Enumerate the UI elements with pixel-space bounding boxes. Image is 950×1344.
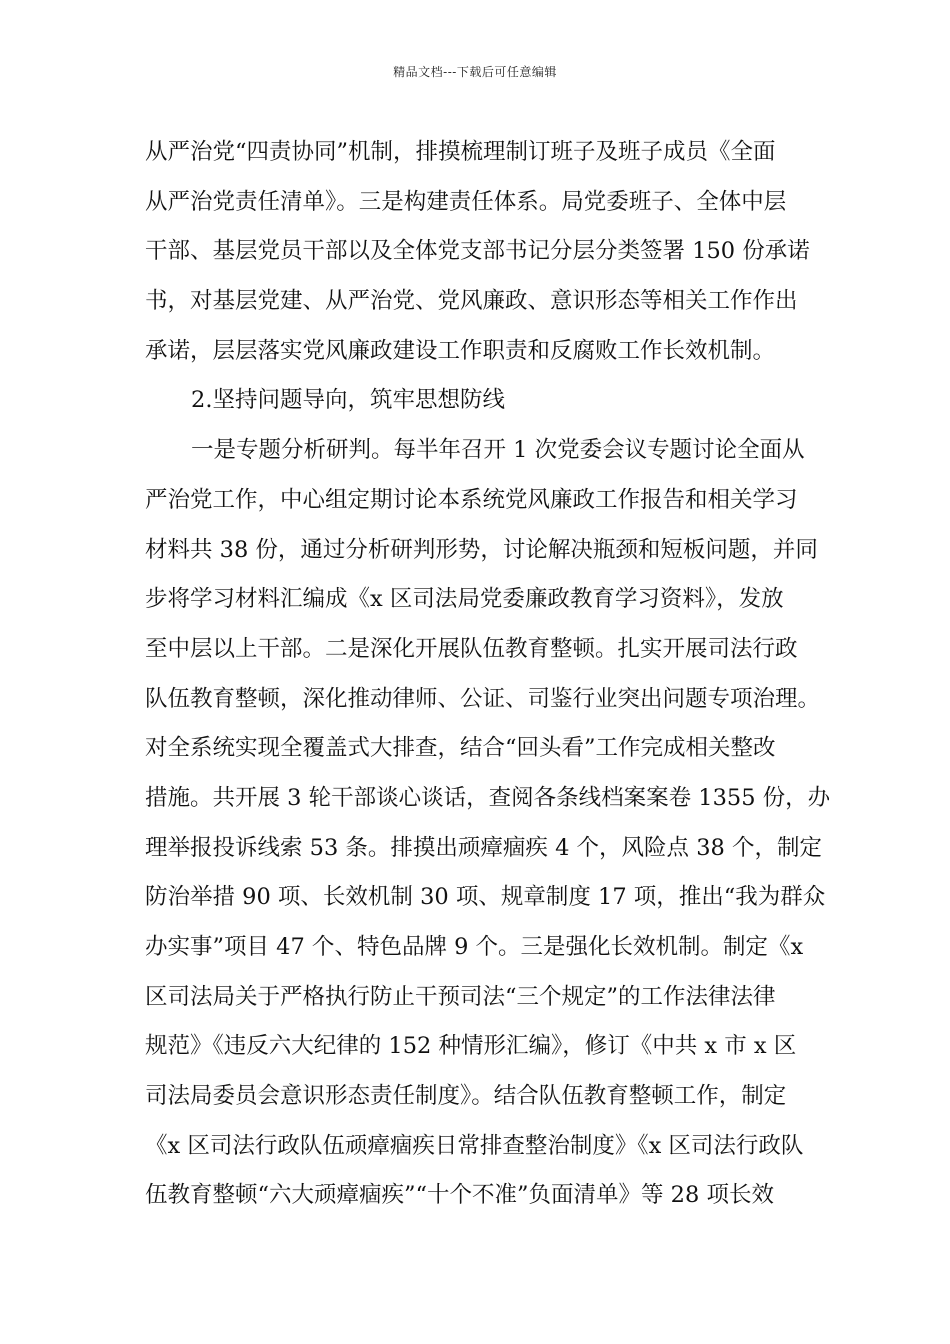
page-header: 精品文档---下载后可任意编辑 — [393, 65, 557, 79]
body-line: 材料共 38 份，通过分析研判形势，讨论解决瓶颈和短板问题，并同 — [145, 536, 818, 563]
body-line: 一是专题分析研判。每半年召开 1 次党委会议专题讨论全面从 — [191, 437, 805, 464]
body-line: 至中层以上干部。二是深化开展队伍教育整顿。扎实开展司法行政 — [145, 635, 798, 662]
body-line: 区司法局关于严格执行防止干预司法“三个规定”的工作法律法律 — [145, 983, 776, 1010]
body-line: 《x 区司法行政队伍顽瘴痼疾日常排查整治制度》《x 区司法行政队 — [145, 1132, 804, 1159]
body-line: 严治党工作，中心组定期讨论本系统党风廉政工作报告和相关学习 — [145, 486, 798, 513]
body-line: 从严治党责任清单》。三是构建责任体系。局党委班子、全体中层 — [145, 188, 787, 215]
body-line: 从严治党“四责协同”机制，排摸梳理制订班子及班子成员《全面 — [145, 139, 776, 165]
body-line: 伍教育整顿“六大顽瘴痼疾”“十个不准”负面清单》等 28 项长效 — [145, 1182, 774, 1209]
body-line: 措施。共开展 3 轮干部谈心谈话，查阅各条线档案案卷 1355 份，办 — [145, 784, 831, 811]
body-line: 理举报投诉线索 53 条。排摸出顽瘴痼疾 4 个，风险点 38 个，制定 — [145, 834, 822, 861]
body-line: 司法局委员会意识形态责任制度》。结合队伍教育整顿工作，制定 — [145, 1083, 787, 1110]
body-line: 防治举措 90 项、长效机制 30 项、规章制度 17 项，推出“我为群众 — [145, 884, 826, 911]
body-line: 书，对基层党建、从严治党、党风廉政、意识形态等相关工作作出 — [145, 288, 798, 315]
body-line: 步将学习材料汇编成《x 区司法局党委廉政教育学习资料》，发放 — [145, 586, 784, 613]
body-line: 干部、基层党员干部以及全体党支部书记分层分类签署 150 份承诺 — [145, 238, 810, 265]
document-body — [145, 128, 831, 1221]
body-line: 队伍教育整顿，深化推动律师、公证、司鉴行业突出问题专项治理。 — [145, 685, 821, 712]
body-line: 承诺，层层落实党风廉政建设工作职责和反腐败工作长效机制。 — [145, 337, 776, 364]
body-line: 办实事”项目 47 个、特色品牌 9 个。三是强化长效机制。制定《x — [145, 934, 804, 960]
section-heading: 2.坚持问题导向，筑牢思想防线 — [191, 387, 505, 414]
body-line: 规范》《违反六大纪律的 152 种情形汇编》，修订《中共 x 市 x 区 — [145, 1033, 797, 1060]
body-line: 对全系统实现全覆盖式大排查，结合“回头看”工作完成相关整改 — [145, 735, 776, 762]
